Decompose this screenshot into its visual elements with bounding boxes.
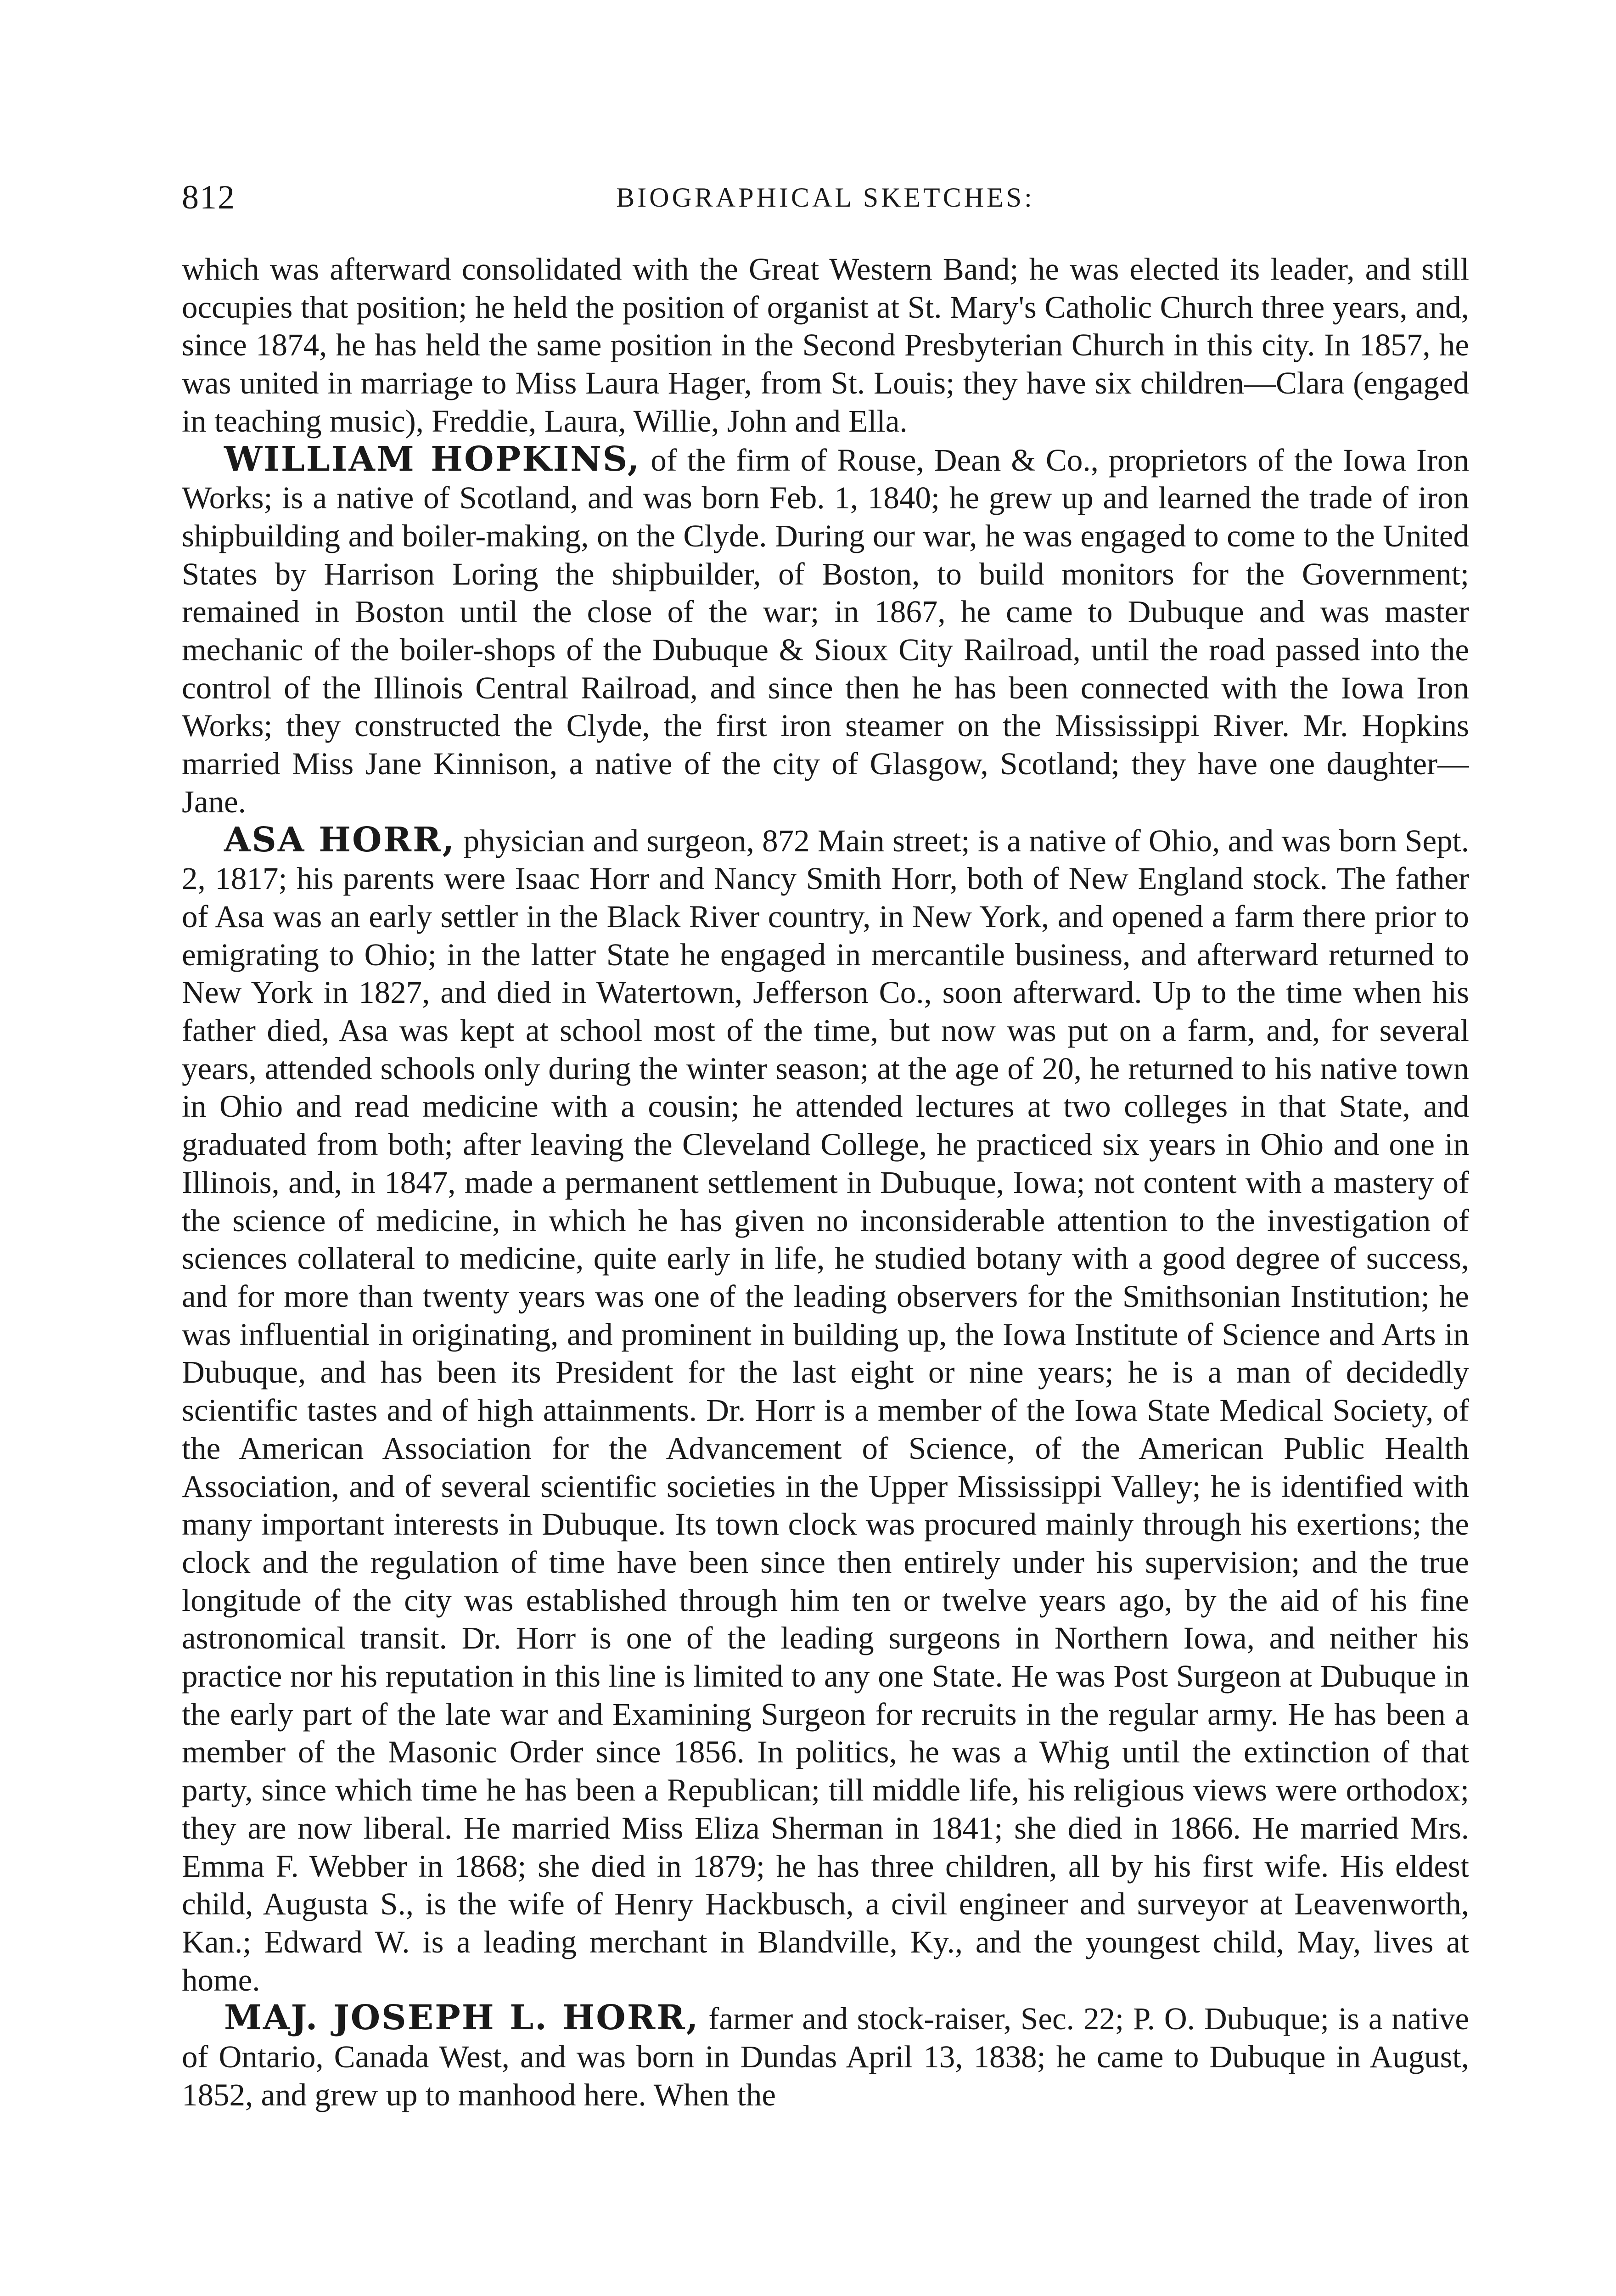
paragraph-text: which was afterward consolidated with the Great Western Band; he was elected its leader, and still occupies that position; he held the position of organist at St. Mary's Catholic Church three years, and, since 1874, he has held the same position in the Second Presbyterian Church in this city. In 1857, he was united in marriage to Miss Laura Hager, from St. Louis; they have six children—Clara (engaged in teaching music), Freddie, Laura, Willie, John and Ella. (182, 252, 1469, 439)
subject-name: ASA HORR, (224, 820, 456, 860)
paragraph-text: of the firm of Rouse, Dean & Co., proprietors of the Iowa Iron Works; is a native of Scotland, and was born Feb. 1, 1840; he grew up and learned the trade of iron shipbuilding and boiler-making, on the Clyde. During our war, he was engaged to come to the United States by Harrison Loring the shipbuilder, of Boston, to build monitors for the Government; remained in Boston until the close of the war; in 1867, he came to Dubuque and was master mechanic of the boiler-shops of the Dubuque & Sioux City Railroad, until the road passed into the control of the Illinois Central Railroad, and since then he has been connected with the Iowa Iron Works; they constructed the Clyde, the first iron steamer on the Mississippi River. Mr. Hopkins married Miss Jane Kinnison, a native of the city of Glasgow, Scotland; they have one daughter—Jane. (182, 442, 1469, 819)
paragraph-text: farmer and stock-raiser, Sec. 22; P. O. Dubuque; is a native of Ontario, Canada West, and was born in Dundas April 13, 1838; he came to Dubuque in August, 1852, and grew up to manhood here. When the (182, 2001, 1469, 2112)
body-text (182, 250, 1469, 2296)
sketch-william-hopkins (182, 440, 1469, 821)
sketch-joseph-horr (182, 1999, 1469, 2114)
page-number: 812 (182, 179, 236, 216)
page-header (182, 177, 1469, 218)
continued-paragraph (182, 250, 1469, 440)
paragraph-text: physician and surgeon, 872 Main street; is a native of Ohio, and was born Sept. 2, 1817; his parents were Isaac Horr and Nancy Smith Horr, both of New England stock. The father of Asa was an early settler in the Black River country, in New York, and opened a farm there prior to emigrating to Ohio; in the latter State he engaged in mercantile business, and afterward returned to New York in 1827, and died in Watertown, Jefferson Co., soon afterward. Up to the time when his father died, Asa was kept at school most of the time, but now was put on a farm, and, for several years, attended schools only during the winter season; at the age of 20, he returned to his native town in Ohio and read medicine with a cousin; he attended lectures at two colleges in that State, and graduated from both; after leaving the Cleveland College, he practiced six years in Ohio and one in Illinois, and, in 1847, made a permanent settlement in Dubuque, Iowa; not content with a mastery of the science of medicine, in which he has given no inconsiderable attention to the investigation of sciences collateral to medicine, quite early in life, he studied botany with a good degree of success, and for more than twenty years was one of the leading observers for the Smithsonian Institution; he was influential in originating, and prominent in building up, the Iowa Institute of Science and Arts in Dubuque, and has been its President for the last eight or nine years; he is a man of decidedly scientific tastes and of high attainments. Dr. Horr is a member of the Iowa State Medical Society, of the American Association for the Advancement of Science, of the American Public Health Association, and of several scientific societies in the Upper Mississippi Valley; he is identified with many important interests in Dubuque. Its town clock was procured mainly through his exertions; the clock and the regulation of time have been since then entirely under his supervision; and the true longitude of the city was established through him ten or twelve years ago, by the aid of his fine astronomical transit. Dr. Horr is one of the leading surgeons in Northern Iowa, and neither his practice nor his reputation in this line is limited to any one State. He was Post Surgeon at Dubuque in the early part of the late war and Examining Surgeon for recruits in the regular army. He has been a member of the Masonic Order since 1856. In politics, he was a Whig until the extinction of that party, since which time he has been a Republican; till middle life, his religious views were orthodox; they are now liberal. He married Miss Eliza Sherman in 1841; she died in 1866. He married Mrs. Emma F. Webber in 1868; she died in 1879; he has three children, all by his first wife. His eldest child, Augusta S., is the wife of Henry Hackbusch, a civil engineer and surveyor at Leavenworth, Kan.; Edward W. is a leading merchant in Blandville, Ky., and the youngest child, May, lives at home. (182, 823, 1469, 1998)
sketch-asa-horr (182, 821, 1469, 1999)
subject-name: WILLIAM HOPKINS, (224, 439, 641, 479)
running-title: BIOGRAPHICAL SKETCHES: (616, 182, 1035, 213)
subject-name: MAJ. JOSEPH L. HORR, (224, 1998, 700, 2038)
